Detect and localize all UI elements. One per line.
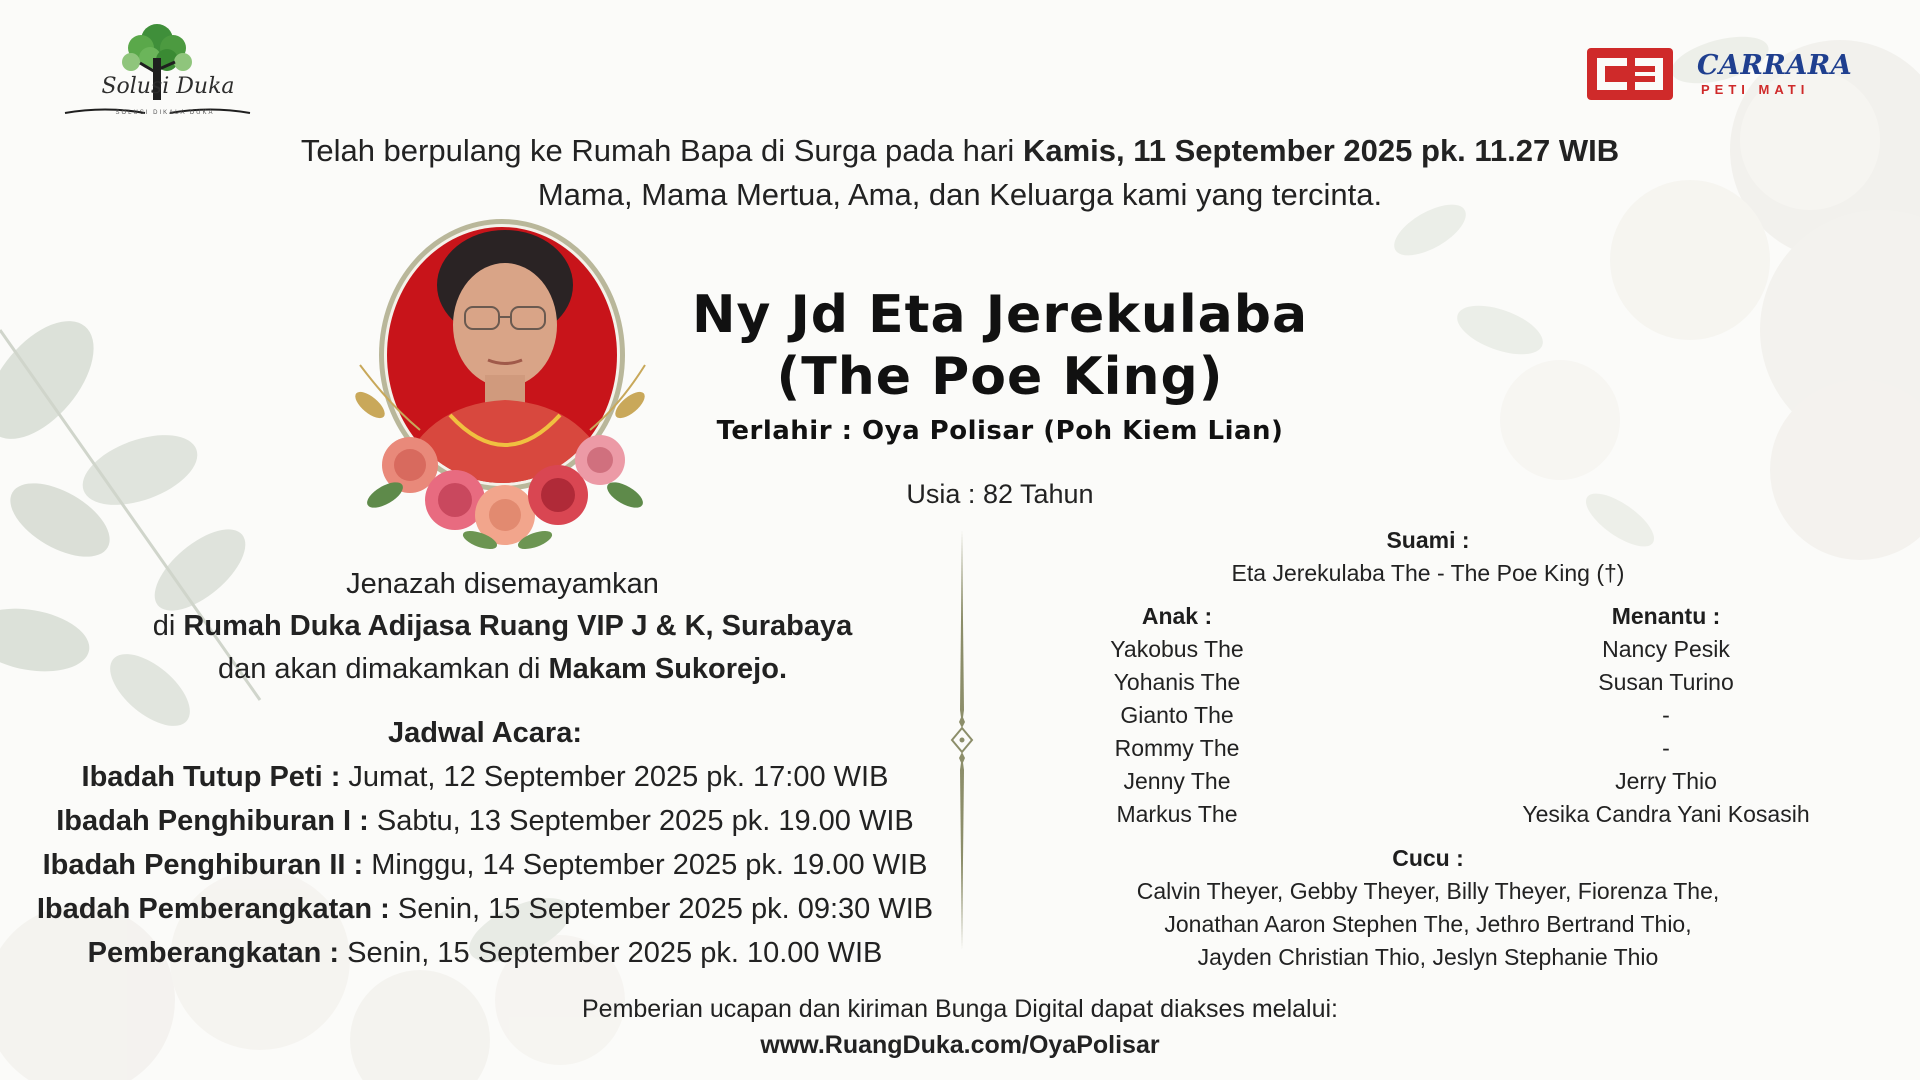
funeral-line-2-prefix: di xyxy=(152,610,184,642)
carrara-logo xyxy=(1585,46,1865,106)
age: Usia : 82 Tahun xyxy=(906,479,1094,509)
funeral-home: Rumah Duka Adijasa Ruang VIP J & K, Surabaya xyxy=(183,610,853,642)
carrara-name: CARRARA xyxy=(1697,50,1853,81)
cucu-line: Jayden Christian Thio, Jeslyn Stephanie Thio xyxy=(1197,944,1659,970)
cucu-line: Calvin Theyer, Gebby Theyer, Billy Theyer, Fiorenza The, xyxy=(1136,878,1720,904)
logo-left-tagline: SOLUSI DIKALA DUKA xyxy=(115,110,215,116)
schedule-item-value: Jumat, 12 September 2025 pk. 17:00 WIB xyxy=(348,761,889,793)
vertical-divider xyxy=(950,530,974,950)
birth-name: Terlahir : Oya Polisar (Poh Kiem Lian) xyxy=(716,416,1284,446)
cucu-label: Cucu : xyxy=(1392,845,1464,871)
anak-item: Markus The xyxy=(1116,801,1238,827)
funeral-line-2 xyxy=(0,610,1005,643)
schedule-item xyxy=(0,937,970,970)
anak-label: Anak : xyxy=(1141,603,1213,629)
anak-item: Yakobus The xyxy=(1110,636,1244,662)
intro-line-1-text: Telah berpulang ke Rumah Bapa di Surga pada hari xyxy=(300,133,1023,168)
schedule-item-label: Ibadah Tutup Peti : xyxy=(81,761,349,793)
deceased-name: Ny Jd Eta Jerekulaba xyxy=(691,285,1309,345)
deceased-alias: (The Poe King) xyxy=(776,347,1224,407)
suami-name: Eta Jerekulaba The - The Poe King (†) xyxy=(1231,560,1625,586)
anak-item: Jenny The xyxy=(1123,768,1231,794)
menantu-item: - xyxy=(1662,735,1670,761)
schedule-item xyxy=(0,761,970,794)
schedule-item-value: Sabtu, 13 September 2025 pk. 19.00 WIB xyxy=(376,805,914,837)
intro-date: Kamis, 11 September 2025 pk. 11.27 WIB xyxy=(1022,133,1620,168)
menantu-item: - xyxy=(1662,702,1670,728)
schedule-item-value: Minggu, 14 September 2025 pk. 19.00 WIB xyxy=(371,849,928,881)
carrara-subtitle: PETI MATI xyxy=(1701,82,1810,97)
funeral-line-3-prefix: dan akan dimakamkan di xyxy=(217,653,549,685)
schedule-item-label: Ibadah Penghiburan II : xyxy=(42,849,372,881)
carrara-mark-icon xyxy=(1585,46,1685,102)
anak-item: Rommy The xyxy=(1114,735,1240,761)
schedule-item-value: Senin, 15 September 2025 pk. 10.00 WIB xyxy=(347,937,883,969)
intro-line-2: Mama, Mama Mertua, Ama, dan Keluarga kami yang tercinta. xyxy=(537,177,1383,212)
schedule-item-value: Senin, 15 September 2025 pk. 09:30 WIB xyxy=(397,893,934,925)
intro-line-1 xyxy=(0,133,1920,169)
solusi-duka-logo xyxy=(55,18,260,128)
footer-text: Pemberian ucapan dan kiriman Bunga Digital dapat diakses melalui: xyxy=(582,995,1338,1023)
menantu-item: Yesika Candra Yani Kosasih xyxy=(1522,801,1810,827)
menantu-label: Menantu : xyxy=(1611,603,1721,629)
menantu-item: Nancy Pesik xyxy=(1602,636,1730,662)
funeral-line-3 xyxy=(0,653,1005,686)
schedule-item xyxy=(0,849,970,882)
logo-left-name: Solusi Duka xyxy=(101,74,235,99)
schedule-item xyxy=(0,805,970,838)
schedule-item-label: Ibadah Pemberangkatan : xyxy=(36,893,398,925)
footer-url-link[interactable]: www.RuangDuka.com/OyaPolisar xyxy=(760,1031,1160,1059)
menantu-item: Jerry Thio xyxy=(1615,768,1717,794)
menantu-item: Susan Turino xyxy=(1598,669,1734,695)
schedule-item-label: Pemberangkatan : xyxy=(87,937,348,969)
anak-item: Yohanis The xyxy=(1113,669,1241,695)
burial-place: Makam Sukorejo. xyxy=(548,653,787,685)
schedule-item xyxy=(0,893,970,926)
anak-item: Gianto The xyxy=(1120,702,1234,728)
cucu-line: Jonathan Aaron Stephen The, Jethro Bertrand Thio, xyxy=(1164,911,1692,937)
schedule-item-label: Ibadah Penghiburan I : xyxy=(56,805,377,837)
suami-label: Suami : xyxy=(1386,527,1470,553)
funeral-line-1: Jenazah disemayamkan xyxy=(346,568,659,600)
schedule-title: Jadwal Acara: xyxy=(388,717,582,749)
